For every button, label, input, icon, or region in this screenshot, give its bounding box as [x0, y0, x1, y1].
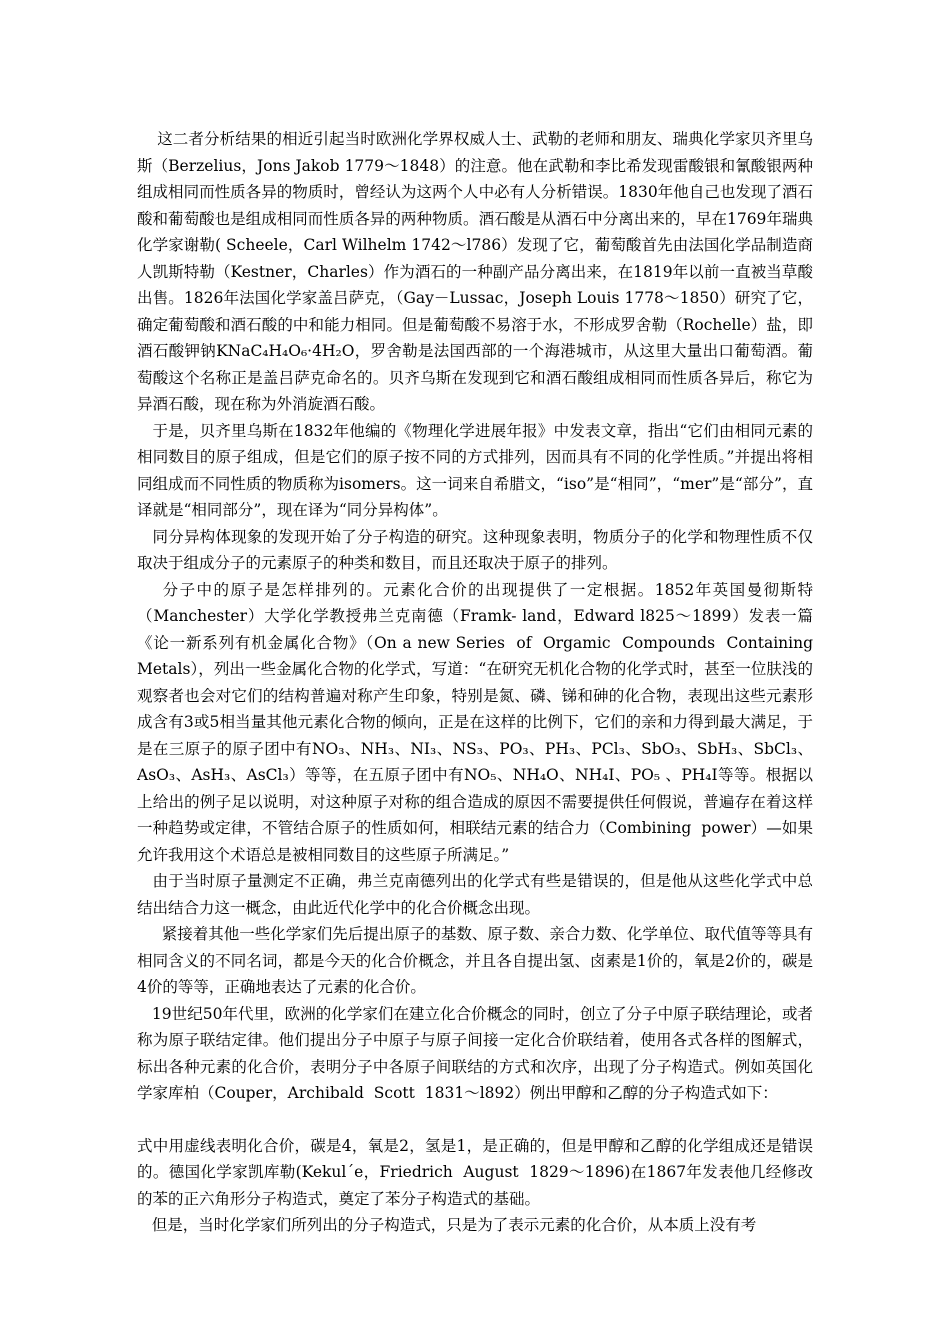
paragraph: 但是，当时化学家们所列出的分子构造式，只是为了表示元素的化合价，从本质上没有考 [137, 1216, 757, 1234]
body-text [137, 126, 823, 1239]
paragraph: 于是，贝齐里乌斯在1832年他编的《物理化学进展年报》中发表文章，指出“它们由相同元素的相同数目的原子组成，但是它们的原子按不同的方式排列，因而具有不同的化学性质。”并提出将相同组成而不同性质的物质称为isomers。这一词来自希腊文，“iso”是“相同”，“mer”是“部分”，直译就是“相同部分”，现在译为“同分异构体”。 [137, 421, 814, 519]
paragraph: 同分异构体现象的发现开始了分子构造的研究。这种现象表明，物质分子的化学和物理性质不仅取决于组成分子的元素原子的种类和数目，而且还取决于原子的排列。 [137, 527, 813, 572]
blank-figure-space [137, 1107, 813, 1133]
paragraph: 分子中的原子是怎样排列的。元素化合价的出现提供了一定根据。1852年英国曼彻斯特（Manchester）大学化学教授弗兰克南德（Framk- land，Edward l825～1899）发表一篇《论一新系列有机金属化合物》（On a new Series of Orgamic Compounds Containing Metals），列出一些金属化合物的化学式，写道：“在研究无机化合物的化学式时，甚至一位肤浅的观察者也会对它们的结构普遍对称产生印象，特别是氮、磷、锑和砷的化合物，表现出这些元素形成含有3或5相当量其他元素化合物的倾向，正是在这样的比例下，它们的亲和力得到最大满足，于是在三原子的原子团中有NO₃、NH₃、NI₃、NS₃、PO₃、PH₃、PCl₃、SbO₃、SbH₃、SbCl₃、AsO₃、AsH₃、AsCl₃）等等，在五原子团中有NO₅、NH₄O、NH₄I、PO₅ 、PH₄I等等。根据以上给出的例子足以说明，对这种原子对称的组合造成的原因不需要提供任何假说，普遍存在着这样一种趋势或定律，不管结合原子的性质如何，相联结元素的结合力（Combining power）—如果允许我用这个术语总是被相同数目的这些原子所满足。” [137, 580, 823, 864]
paragraph: 19世纪50年代里，欧洲的化学家们在建立化合价概念的同时，创立了分子中原子联结理论，或者称为原子联结定律。他们提出分子中原子与原子间接一定化合价联结着，使用各式各样的图解式，标出各种元素的化合价，表明分子中各原子间联结的方式和次序，出现了分子构造式。例如英国化学家库柏（Couper，Archibald Scott 1831～l892）例出甲醇和乙醇的分子构造式如下： [137, 1004, 814, 1102]
paragraph: 由于当时原子量测定不正确，弗兰克南德列出的化学式有些是错误的，但是他从这些化学式中总结出结合力这一概念，由此近代化学中的化合价概念出现。 [137, 872, 813, 917]
paragraph: 这二者分析结果的相近引起当时欧洲化学界权威人士、武勒的老师和朋友、瑞典化学家贝齐里乌斯（Berzelius，Jons Jakob 1779～1848）的注意。他在武勒和李比希发现雷酸银和氰酸银两种组成相同而性质各异的物质时，曾经认为这两个人中必有人分析错误。1830年他自己也发现了酒石酸和葡萄酸也是组成相同而性质各异的两种物质。酒石酸是从酒石中分离出来的，早在1769年瑞典化学家谢勒( Scheele，Carl Wilhelm 1742～l786）发现了它，葡萄酸首先由法国化学品制造商人凯斯特勒（Kestner，Charles）作为酒石的一种副产品分离出来，在1819年以前一直被当草酸出售。1826年法国化学家盖吕萨克，（Gay－Lussac，Joseph Louis 1778～1850）研究了它，确定葡萄酸和酒石酸的中和能力相同。但是葡萄酸不易溶于水，不形成罗舍勒（Rochelle）盐，即酒石酸钾钠KNaC₄H₄O₆·4H₂O，罗舍勒是法国西部的一个海港城市，从这里大量出口葡萄酒。葡萄酸这个名称正是盖吕萨克命名的。贝齐乌斯在发现到它和酒石酸组成相同而性质各异后，称它为异酒石酸，现在称为外消旋酒石酸。 [137, 130, 813, 413]
paragraph: 紧接着其他一些化学家们先后提出原子的基数、原子数、亲合力数、化学单位、取代值等等具有相同含义的不同名词，都是今天的化合价概念，并且各自提出氢、卤素是1价的，氧是2价的，碳是4价的等等，正确地表达了元素的化合价。 [137, 925, 813, 996]
paragraph: 式中用虚线表明化合价，碳是4，氧是2，氢是1，是正确的，但是甲醇和乙醇的化学组成还是错误的。德国化学家凯库勒(Kekul´e，Friedrich August 1829～1896)在1867年发表他几经修改的苯的正六角形分子构造式，奠定了苯分子构造式的基础。 [137, 1136, 813, 1208]
